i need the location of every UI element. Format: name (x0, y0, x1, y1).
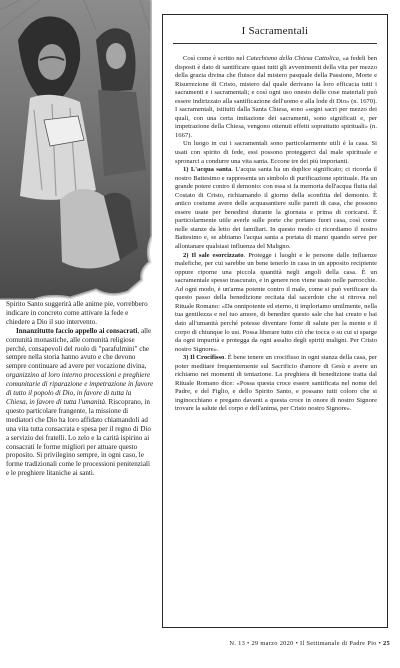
sacramentali-sidebar-box (162, 14, 388, 628)
left-bold-lead: Innanzitutto faccio appello ai consacrati (16, 326, 138, 335)
page-number: 25 (383, 640, 390, 647)
article-paragraph-2: Un luogo in cui i sacramentali sono particolarmente utili è la casa. Si usati con spirito di fede, essi possono proteggerci dal male spirituale e spronarci a condurre una vita santa. Eccone tre dei più importanti. (175, 140, 377, 165)
left-paragraph-1: Spirito Santo suggerirà alle anime pie, vorrebbero indicare in concreto come attivare la fede e chiedere a Dio il suo intervento. (6, 300, 148, 326)
left-column-text (6, 300, 154, 478)
item1-heading: 1) L'acqua santa (183, 166, 232, 174)
article-title: I Sacramentali (241, 25, 309, 37)
title-divider (173, 43, 377, 44)
item-acqua-santa (175, 166, 377, 251)
item3-text: . È bene tenere un crocifisso in ogni stanza della casa, per poter meditare frequentemente sul Sacrificio d'amore di Gesù e avere un richiamo nei momenti di tentazione. La preghiera di benedizione tratta dal Rituale Romano dice: «Possa questa croce essere santificata nel nome del Padre, e del Figlio, e dello Spirito Santo, e possano tutti coloro che si inginocchiano e pregano davanti a questa croce in onore di nostro Signore trovare la salute del corpo e dell'anima, per Cristo nostro Signore». (175, 354, 377, 413)
item2-heading: 2) Il sale esorcizzato (183, 251, 244, 259)
issue-date: 29 marzo 2020 (251, 640, 294, 647)
left-paragraph-2 (6, 327, 154, 478)
item1-text: . L'acqua santa ha un duplice significato; ci ricorda il nostro Battesimo e rappresenta un simbolo di purificazione spirituale. Ha un grande potere contro il demonio: con essa si fa memoria dell'acqua fluita dal Costato di Cristo, richiamando il giorno della sconfitta del demonio. È antico costume avere delle acquasantiere sulle pareti di casa, che possono essere usate per benedirsi durante la giornata e prima di coricarsi. È particolarmente utile averle sulle porte che portano fuori casa, così come nelle stanze da letto dei familiari. In questo modo ci ricordiamo il nostro Battesimo e, se abbiamo l'acqua santa a portata di mano quando serve per allontanare qualsiasi influenza del Maligno. (175, 166, 377, 251)
monk-engraving-image (0, 0, 152, 300)
item3-heading: 3) Il Crocifisso (183, 354, 225, 362)
intro-segment-2: , «a fedeli ben disposti è dato di santificare quasi tutti gli avvenimenti della vita per mezzo della grazia divina che fluisce dal mistero pasquale della Passione, Morte e Risurrezione di Cristo, mistero dal quale derivano la loro efficacia tutti i sacramenti e i sacramentali; e così ogni uso onesto delle cose materiali può essere indirizzato alla santificazione dell'uomo e alla lode di Dio» (n. 1670). I sacramentali, istituiti dalla Santa Chiesa, sono «segni sacri per mezzo dei quali, con una certa imitazione dei sacramenti, sono significati e, per impetrazione della Chiesa, vengono ottenuti effetti soprattutto spirituali» (n. 1667). (175, 55, 377, 139)
left-text-segment-2: . Riscoprano, in questo particolare frangente, la missione di mediatori che Dio ha loro affidato chiamandoli ad una vita tutta consacrata e spesa per il regno di Dio a servizio dei fratelli. Lo zelo e la carità ispirino ai consacrati le forme migliori per attuare questo proposito. Si privilegino sempre, in ogni caso, le forme tradizionali come le processioni penitenziali e le preghiere litaniche ai santi. (6, 397, 151, 478)
page-footer (229, 640, 390, 647)
publication-name: Il Settimanale di Padre Pio (300, 640, 377, 647)
article-intro (175, 55, 377, 140)
item-sale-esorcizzato (175, 252, 377, 355)
intro-segment: Così come è scritto nel (183, 55, 247, 62)
left-text-segment: , alle comunità monastiche, alle comunità religiose perché, consapevoli del ruolo di "parafulmini" che sempre nella storia hanno avuto e che devono sempre continuare ad avere per vocazione divina, (6, 326, 152, 371)
left-italic-segment: organizzino al loro interno processioni e preghiere comunitarie di riparazione e impetrazione in favore di tutto il popolo di Dio, in favore di tutta la Chiesa, in favore di tutta l'umanità (6, 371, 154, 406)
item-crocifisso (175, 354, 377, 414)
footer-separator-2: • (295, 640, 299, 647)
catechism-title: Catechismo della Chiesa Cattolica (246, 55, 339, 62)
footer-separator-3: • (378, 640, 382, 647)
issue-number: N. 13 (229, 640, 246, 647)
article-body (175, 55, 377, 414)
item2-text: . Protegge i luoghi e le persone dalle influenze malefiche, per cui sarebbe un bene tenerlo in casa in un apposito recipiente oppure riporne una piccola quantità negli angoli della casa. È un sacramentale spesso trascurato, e in genere non viene usato nelle parrocchie. Ad ogni modo, è un'arma potente contro il male, come si può verificare da questo passo della benedizione recitata dal sacerdote che si ritrova nel Rituale Romano: «Da onnipotente ed eterno, ti imploriamo umilmente, nella tua gentilezza e nel tuo amore, di benedire questo sale che hai creato e hai dato all'umanità perché potesse diventare fonte di salute per la mente e il corpo di chiunque lo usi. Possa liberare tutto ciò che tocca o su cui si sparge da ogni impurità e protegga da ogni assalto degli spiriti maligni. Per Cristo nostro Signore». (175, 251, 377, 353)
footer-separator: • (246, 640, 250, 647)
